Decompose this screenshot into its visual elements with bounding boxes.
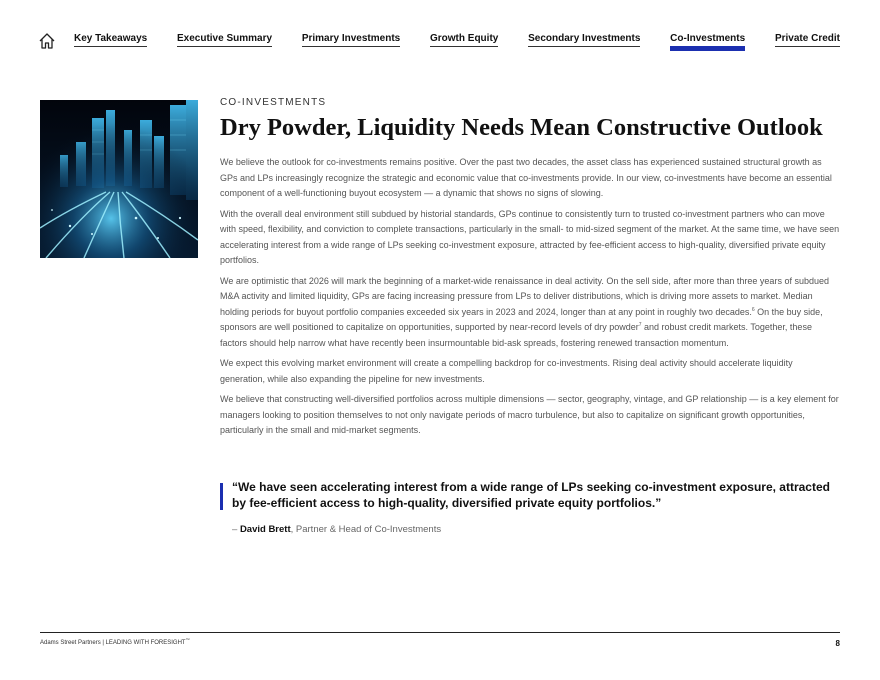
paragraph-4: We expect this evolving market environment will create a compelling backdrop for co-investments. Rising deal activity should accelerate liquidity generation, while also expanding the pipeline for new investments. (220, 358, 793, 384)
footnote-ref-6[interactable]: 6 (751, 306, 755, 313)
nav-item-key-takeaways[interactable]: Key Takeaways (74, 30, 147, 47)
quote-author-name: David Brett (239, 524, 291, 535)
trademark-mark: ™ (185, 637, 190, 642)
nav-item-primary-investments[interactable]: Primary Investments (302, 30, 400, 47)
page-title: Dry Powder, Liquidity Needs Mean Constructive Outlook (220, 114, 823, 141)
top-navigation (38, 30, 840, 54)
nav-item-executive-summary[interactable]: Executive Summary (177, 30, 272, 47)
nav-item-co-investments[interactable]: Co-Investments (670, 30, 745, 51)
footer-brand (40, 637, 190, 646)
page-number: 8 (835, 639, 840, 648)
footnote-ref-7[interactable]: 7 (638, 322, 642, 328)
quote-author-role: , Partner & Head of Co-Investments (290, 524, 442, 535)
nav-item-private-credit[interactable]: Private Credit (775, 30, 840, 47)
quote-dash: – (232, 524, 240, 535)
home-icon[interactable] (38, 32, 56, 50)
paragraph-3-part-a: We are optimistic that 2026 will mark the beginning of a market-wide renaissance in deal activity. On the sell side, after more than three years of subdued M&A activity and limited liquidity, GPs are facing increasing pressure from LPs to deliver distributions, which is driving more assets to market. Median holding periods for buyout portfolio companies exceeded six years in 2023 and 2024, longer than at any point in roughly two decades. (220, 275, 829, 317)
pull-quote (220, 480, 840, 535)
paragraph-3-part-c: and robust credit markets. Together, these factors should help narrow what have recently been insurmountable bid-ask spreads, fostering renewed transaction momentum. (220, 322, 812, 348)
hero-image-city-lights (40, 100, 198, 258)
nav-item-growth-equity[interactable]: Growth Equity (430, 30, 498, 47)
quote-attribution (232, 524, 840, 535)
nav-item-secondary-investments[interactable]: Secondary Investments (528, 30, 640, 47)
quote-text: “We have seen accelerating interest from a wide range of LPs seeking co-investment exposure, attracted by fee-efficient access to high-quality, diversified private equity portfolios.” (232, 480, 830, 510)
body-text (220, 155, 840, 439)
paragraph-5: We believe that constructing well-diversified portfolios across multiple dimensions — sector, geography, vintage, and GP relationship — is a key element for managers looking to position themselves to not only navigate periods of macro turbulence, but also to capitalize on significant growth opportunities, particularly in the small and mid-market segments. (220, 394, 839, 435)
footer-text: Adams Street Partners | LEADING WITH FORESIGHT (40, 640, 186, 646)
paragraph-3 (220, 274, 840, 352)
section-eyebrow: CO-INVESTMENTS (220, 97, 327, 108)
paragraph-2: With the overall deal environment still subdued by historial standards, GPs continue to consistently turn to trusted co-investment partners who can move with speed, flexibility, and conviction to complete transactions, particularly in the small- to mid-sized segment of the market. At the same time, we have seen accelerating interest from a wide range of LPs seeking co-investment exposure, attracted by fee-efficient access to high-quality, diversified private equity portfolios. (220, 208, 840, 265)
quote-accent-bar (220, 483, 223, 510)
footer-divider (40, 632, 840, 633)
paragraph-1: We believe the outlook for co-investments remains positive. Over the past two decades, the asset class has experienced sustained structural growth as GPs and LPs increasingly recognize the strategic and economic value that co-investments provide. In our view, co-investments have become an essential component of a well-functioning buyout ecosystem — a dynamic that shows no signs of slowing. (220, 157, 832, 198)
nav-links (74, 30, 840, 51)
paragraph-3-part-b: On the buy side, sponsors are well positioned to capitalize on opportunities, supported by near-record levels of dry powder (220, 306, 823, 332)
main-content (220, 97, 840, 444)
